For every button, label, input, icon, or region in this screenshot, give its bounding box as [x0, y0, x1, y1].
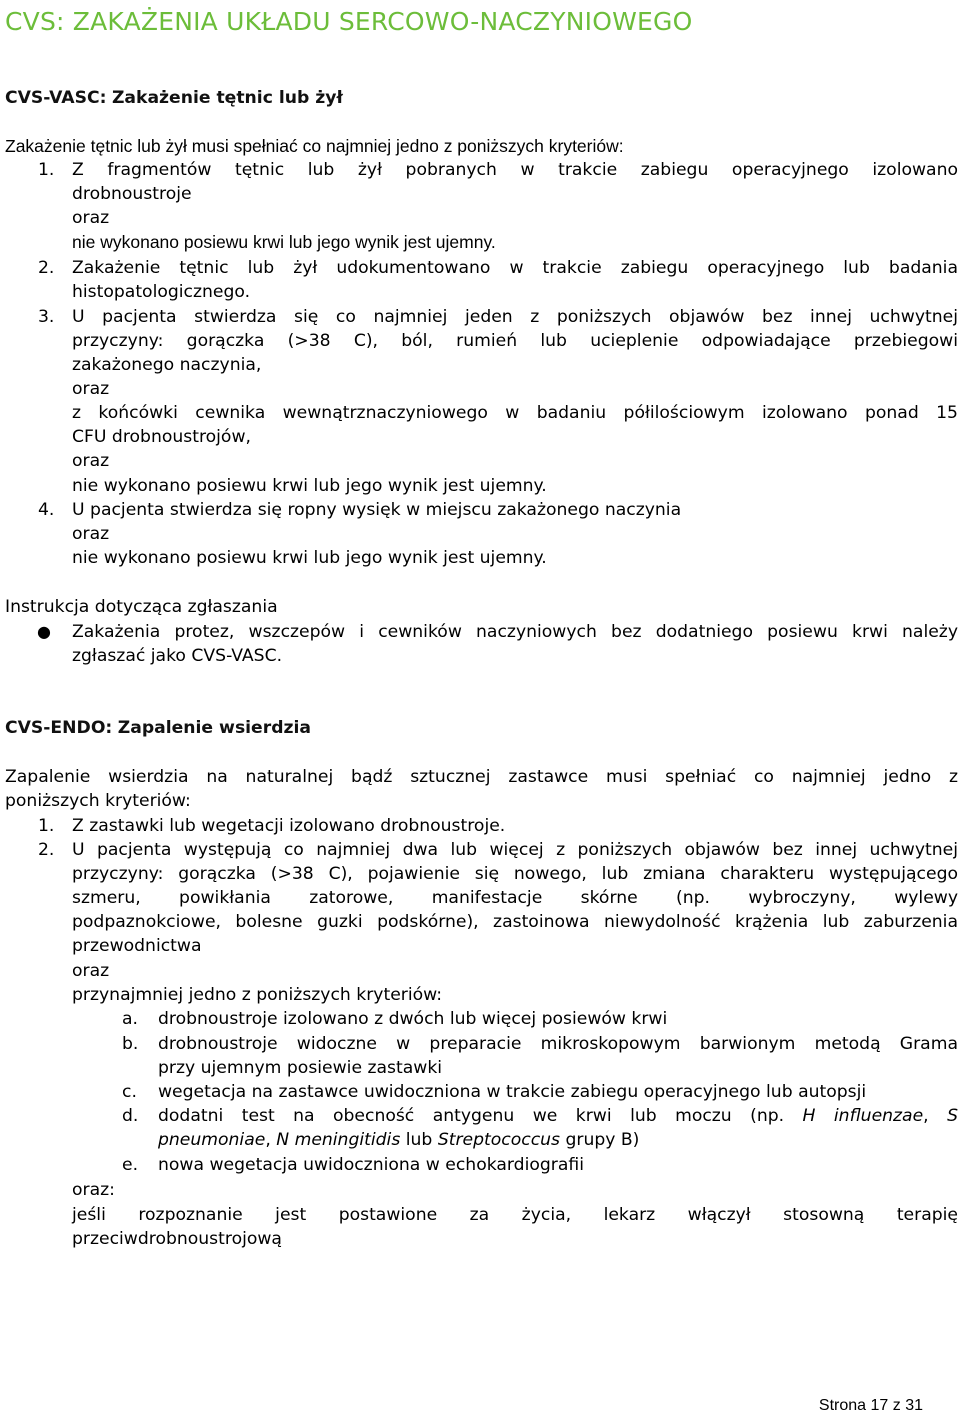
vasc-intro: Zakażenie tętnic lub żył musi spełniać co najmniej jedno z poniższych kryteriów:	[5, 136, 624, 156]
endo-final-line1: jeśli rozpoznanie jest postawione za życia, lekarz włączył stosowną terapię	[72, 1205, 958, 1225]
endo-heading	[5, 716, 311, 740]
endo-d-comma1: ,	[923, 1106, 929, 1126]
vasc-heading-text: Zakażenie tętnic lub żył	[111, 88, 343, 108]
vasc-c3-line2: przyczyny: gorączka (>38 C), ból, rumień lub ucieplenie odpowiadające przebiegowi	[72, 331, 958, 351]
endo-a-label: a.	[122, 1009, 138, 1029]
vasc-c3-line4: z końcówki cewnika wewnątrznaczyniowego w badaniu półilościowym izolowano ponad 15	[72, 403, 958, 423]
endo-c2-line2: przyczyny: gorączka (>38 C), pojawienie się nowego, lub zmiana charakteru występującego	[72, 864, 958, 884]
endo-e-label: e.	[122, 1155, 139, 1175]
vasc-instr-line1: Zakażenia protez, wszczepów i cewników naczyniowych bez dodatniego posiewu krwi należy	[72, 622, 958, 642]
endo-a-text: drobnoustroje izolowano z dwóch lub więcej posiewów krwi	[158, 1009, 668, 1029]
vasc-c1-line3: nie wykonano posiewu krwi lub jego wynik jest ujemny.	[72, 232, 496, 252]
endo-c1-line1: Z zastawki lub wegetacji izolowano drobnoustroje.	[72, 816, 506, 836]
endo-oraz2: oraz:	[72, 1180, 115, 1200]
endo-d-line2	[158, 1128, 958, 1152]
vasc-c4-line2: nie wykonano posiewu krwi lub jego wynik jest ujemny.	[72, 548, 547, 568]
endo-d-n-meningitidis: N meningitidis	[276, 1130, 401, 1150]
endo-c-label: c.	[122, 1082, 137, 1102]
endo-d-label: d.	[122, 1106, 139, 1126]
endo-c2-line3: szmeru, powikłania zatorowe, manifestacje skórne (np. wybroczyny, wylewy	[72, 888, 958, 908]
endo-c2-line6: przynajmniej jedno z poniższych kryteriów:	[72, 985, 443, 1005]
vasc-c1-line1: Z fragmentów tętnic lub żył pobranych w trakcie zabiegu operacyjnego izolowano	[72, 160, 958, 180]
vasc-instr-heading: Instrukcja dotycząca zgłaszania	[5, 597, 278, 617]
endo-b-line1: drobnoustroje widoczne w preparacie mikroskopowym barwionym metodą Grama	[158, 1034, 958, 1054]
endo-heading-text: Zapalenie wsierdzia	[117, 718, 311, 738]
vasc-c3-line1: U pacjenta stwierdza się co najmniej jeden z poniższych objawów bez innej uchwytnej	[72, 307, 958, 327]
vasc-heading	[5, 86, 343, 110]
vasc-c4-line1: U pacjenta stwierdza się ropny wysięk w miejscu zakażonego naczynia	[72, 500, 682, 520]
vasc-c3-num: 3.	[38, 307, 55, 327]
endo-d-h-influenzae: H influenzae	[802, 1106, 924, 1126]
vasc-c2-num: 2.	[38, 258, 55, 278]
vasc-c3-oraz2: oraz	[72, 451, 110, 471]
bullet-icon: ●	[37, 622, 51, 641]
vasc-heading-code: CVS-VASC:	[5, 88, 107, 108]
vasc-c2-line2: histopatologicznego.	[72, 282, 251, 302]
endo-c1-num: 1.	[38, 816, 55, 836]
page-number: Strona 17 z 31	[818, 1397, 923, 1414]
vasc-c4-num: 4.	[38, 500, 55, 520]
endo-c2-oraz: oraz	[72, 961, 110, 981]
endo-c2-line5: przewodnictwa	[72, 936, 202, 956]
vasc-c3-line3: zakażonego naczynia,	[72, 355, 262, 375]
endo-d-lub: lub	[405, 1130, 433, 1150]
endo-c2-line4: podpaznokciowe, bolesne guzki podskórne), zastoinowa niewydolność krążenia lub zaburzenia	[72, 912, 958, 932]
endo-b-label: b.	[122, 1034, 139, 1054]
vasc-c3-line5: CFU drobnoustrojów,	[72, 427, 251, 447]
endo-intro-line2: poniższych kryteriów:	[5, 791, 191, 811]
page-title: CVS: ZAKAŻENIA UKŁADU SERCOWO-NACZYNIOWEGO	[5, 7, 693, 36]
endo-d-s: S	[947, 1106, 958, 1126]
endo-d-streptococcus: Streptococcus	[437, 1130, 560, 1150]
vasc-c2-line1: Zakażenie tętnic lub żył udokumentowano w trakcie zabiegu operacyjnego lub badania	[72, 258, 958, 278]
vasc-c3-line6: nie wykonano posiewu krwi lub jego wynik jest ujemny.	[72, 476, 547, 496]
endo-c-text: wegetacja na zastawce uwidoczniona w trakcie zabiegu operacyjnego lub autopsji	[158, 1082, 867, 1102]
endo-c2-line1: U pacjenta występują co najmniej dwa lub więcej z poniższych objawów bez innej uchwytnej	[72, 840, 958, 860]
endo-d-pneumoniae: pneumoniae	[158, 1130, 266, 1150]
vasc-c3-oraz1: oraz	[72, 379, 110, 399]
vasc-c4-oraz: oraz	[72, 524, 110, 544]
endo-intro-line1: Zapalenie wsierdzia na naturalnej bądź sztucznej zastawce musi spełniać co najmniej jedno z	[5, 767, 958, 787]
endo-d-line1-text: dodatni test na obecność antygenu we krwi lub moczu (np.	[158, 1106, 785, 1126]
endo-c2-num: 2.	[38, 840, 55, 860]
endo-e-text: nowa wegetacja uwidoczniona w echokardiografii	[158, 1155, 584, 1175]
endo-final-line2: przeciwdrobnoustrojową	[72, 1229, 282, 1249]
vasc-instr-line2: zgłaszać jako CVS-VASC.	[72, 646, 283, 666]
endo-b-line2: przy ujemnym posiewie zastawki	[158, 1058, 443, 1078]
endo-heading-code: CVS-ENDO:	[5, 718, 113, 738]
vasc-c1-num: 1.	[38, 160, 55, 180]
endo-d-line1	[158, 1104, 958, 1128]
vasc-c1-oraz: oraz	[72, 208, 110, 228]
endo-d-grupy: grupy B)	[565, 1130, 640, 1150]
endo-d-comma2: ,	[265, 1130, 271, 1150]
vasc-c1-line2: drobnoustroje	[72, 184, 192, 204]
